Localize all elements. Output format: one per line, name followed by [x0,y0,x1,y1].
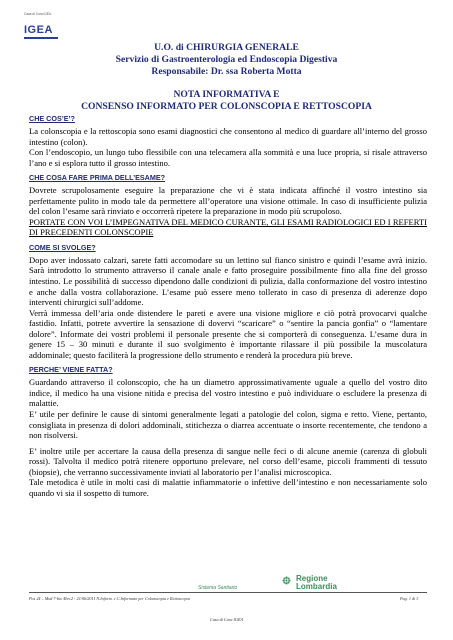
footer-clinic-name: Casa di Cura IGEA [209,617,244,622]
logo-mark: IGEA [24,24,53,36]
paragraph: Dopo aver indossato calzari, sarete fatti accomodare su un lettino sul fianco sinistro e quindi l’esame avrà inizio. Sarà introdotto lo strumento attraverso il canale anale e fatto proseguire possibilmente fino alla fine del grosso intestino. Le possibilità di successo dipendono dalle condizioni di pulizia, dalla conformazione del vostro intestino e anche dalla vostra collaborazione. L’esame può essere meno tollerato in caso di presenza di aderenze dopo interventi chirurgici sull’addome. [29,254,427,308]
logo-underline [24,37,58,39]
paragraph: Guardando attraverso il colonscopio, che ha un diametro approssimativamente uguale a quello del vostro dito indice, il medico ha una visione nitida e precisa del vostro intestino e può individuare o escludere la presenza di malattie. [29,377,427,409]
lombardia-label: Lombardia [296,582,337,591]
footer-document-code: Pos 24 – Mod 7-bis /Rev.2 - 21/06/2011 N.Inform. e C.Informato per Colonscopia e Rettoscopia [29,596,190,601]
section-title-what: CHE COS’E’? [29,114,75,123]
footer-page-number: Pag. 1 di 3 [400,596,419,601]
paragraph: E’ inoltre utile per accertare la causa della presenza di sangue nelle feci o di alcune anemie (carenza di globuli rossi). Talvolta il medico potrà ritenere opportuno prelevare, nel corso dell’esame, piccoli frammenti di tessuto (biopsie), che verranno successivamente inviati al laboratorio per l’analisi microscopica. [29,445,427,477]
document-title-line1: NOTA INFORMATIVA E [173,89,280,100]
document-title-line2: CONSENSO INFORMATO PER COLONSCOPIA E RETTOSCOPIA [81,101,372,112]
logo-small-text: Casa di Cura IGEA [24,12,52,16]
paragraph: Verrà immessa dell’aria onde distendere le pareti e avere una visione migliore e ciò potrà provocarvi qualche fastidio. Infatti, potrete avvertire la sensazione di dovervi “scaricare” o “sentire la pancia gonfia” o “lamentare dolore”. Informate dei vostri problemi il personale presente che si comporterà di conseguenza. L’esame dura in genere 15 – 30 minuti e durante il suo svolgimento è importante rilassare il più possibile la muscolatura addominale; questo faciliterà la progressione dello strumento e renderà la procedura più breve. [29,307,427,360]
regione-lombardia-logo [296,575,337,591]
section-title-before: CHE COSA FARE PRIMA DELL’ESAME? [29,173,166,183]
section-title-why: PERCHE’ VIENE FATTA? [29,365,113,375]
igea-logo [24,12,74,40]
lombardia-rose-icon [282,576,291,585]
paragraph: La colonscopia e la rettoscopia sono esami diagnostici che consentono al medico di guardare all’interno del grosso intestino (colon). [29,126,427,147]
section-title-how: COME SI SVOLGE? [29,242,96,252]
sistema-sanitario-label: Sistema Sanitario [198,585,238,591]
department-title: U.O. di CHIRURGIA GENERALE [154,42,299,53]
paragraph: E’ utile per definire le cause di sintomi generalmente legati a patologie del colon, sigma e retto. Viene, pertanto, consigliata in presenza di dolori addominali, stitichezza o diarrea accentuate o insorte recentemente, che tendono a non risolversi. [29,409,427,441]
paragraph: Tale metodica è utile in molti casi di malattie infiammatorie o infettive dell’intestino e non necessariamente solo quando vi sia il sospetto di tumore. [29,477,427,498]
paragraph-emphasis: PORTATE CON VOI L’IMPEGNATIVA DEL MEDICO CURANTE, GLI ESAMI RADIOLOGICI ED I REFERTI DI PRECEDENTI COLONSCOPIE [29,216,427,238]
responsible-title: Responsabile: Dr. ssa Roberta Motta [151,66,302,77]
footer-divider [29,592,427,593]
service-title: Servizio di Gastroenterologia ed Endoscopia Digestiva [115,54,338,65]
regione-label: Regione [296,574,328,583]
document-body [29,114,427,498]
paragraph: Dovrete scrupolosamente eseguire la preparazione che vi è stata indicata affinché il vostro intestino sia perfettamente pulito in modo tale da permettere all’operatore una visione ottimale. In caso di insufficiente pulizia del colon l’esame sarà rinviato e occorrerà ripetere la preparazione in modo più scrupoloso. [29,185,427,217]
paragraph: Con l’endoscopio, un lungo tubo flessibile con una telecamera alla sommità e una luce propria, si risale attraverso l’ano e si esplora tutto il grosso intestino. [29,147,427,168]
